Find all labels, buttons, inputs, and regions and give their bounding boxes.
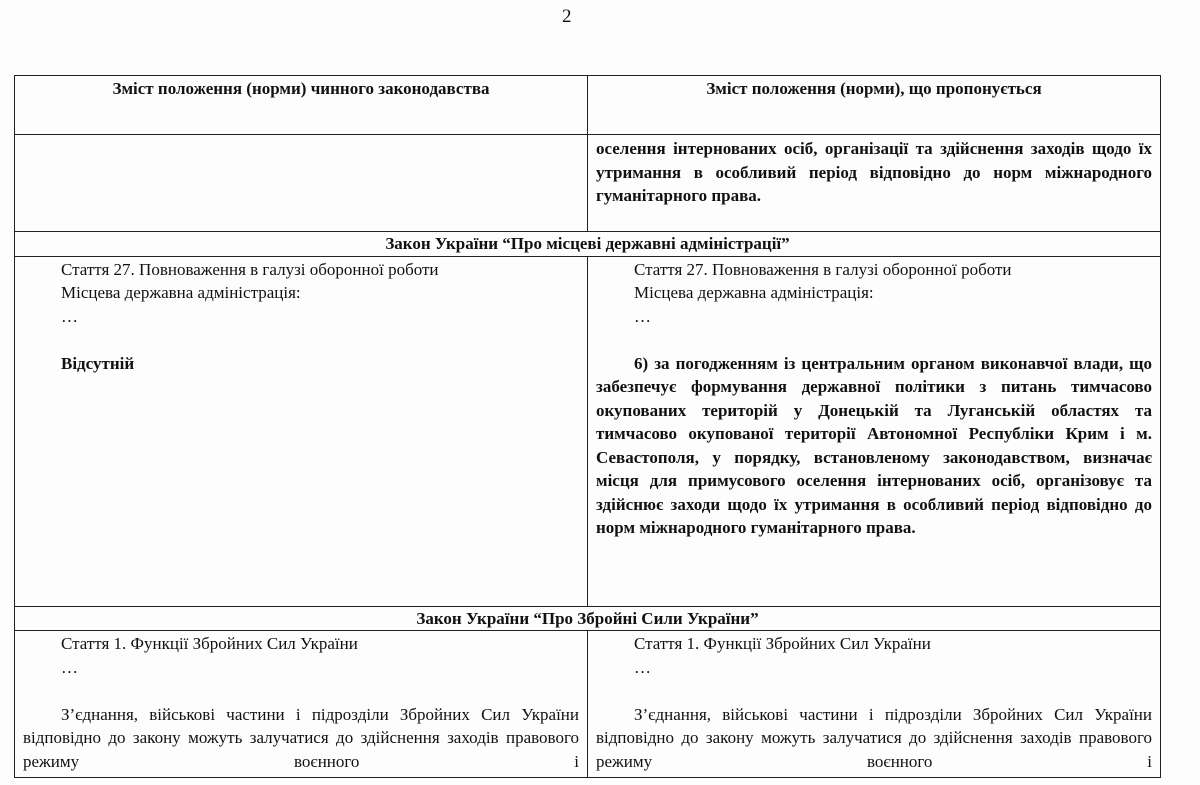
law-title-armed-forces: Закон України “Про Збройні Сили України” xyxy=(15,606,1161,631)
continuation-current-cell xyxy=(15,135,588,232)
ellipsis: … xyxy=(634,657,651,677)
article-heading: Стаття 27. Повноваження в галузі оборонної роботи xyxy=(61,259,439,279)
article-body: З’єднання, військові частини і підрозділи Збройних Сил України відповідно до закону можуть залучатися до здійснення заходів правового режиму воєнного і xyxy=(23,704,579,771)
header-current-legislation: Зміст положення (норми) чинного законодавства xyxy=(15,76,588,135)
continuation-proposed-cell: оселення інтернованих осіб, організації та здійснення заходів щодо їх утримання в особливий період відповідно до норм міжнародного гуманітарного права. xyxy=(588,135,1161,232)
article-intro: Місцева державна адміністрація: xyxy=(634,283,874,302)
article-intro: Місцева державна адміністрація: xyxy=(61,283,301,302)
table-header-row xyxy=(15,76,1161,135)
article-heading: Стаття 1. Функції Збройних Сил України xyxy=(61,634,358,653)
absent-note: Відсутній xyxy=(61,353,135,373)
proposed-clause-6: 6) за погодженням із центральним органом виконавчої влади, що забезпечує формування державної політики з питань тимчасово окупованих територій у Донецькій та Луганській областях та тимчасово окупованої території Автономної Республіки Крим і м. Севастополя, у порядку, встановленому законодавством, визначає місця для примусового оселення інтернованих осіб, організовує та здійснює заходи щодо їх утримання в особливий період відповідно до норм міжнародного гуманітарного права. xyxy=(596,353,1152,537)
law-title-local-administrations: Закон України “Про місцеві державні адміністрації” xyxy=(15,232,1161,257)
ellipsis: … xyxy=(61,657,78,677)
header-proposed-norm: Зміст положення (норми), що пропонується xyxy=(588,76,1161,135)
current-norm-cell xyxy=(15,631,588,778)
law-title-row xyxy=(15,606,1161,631)
ellipsis: … xyxy=(61,306,78,326)
comparison-table xyxy=(14,75,1161,778)
table-row xyxy=(15,631,1161,778)
page-number: 2 xyxy=(562,6,572,27)
law-title-row xyxy=(15,232,1161,257)
ellipsis: … xyxy=(634,306,651,326)
table-row xyxy=(15,256,1161,606)
proposed-norm-cell xyxy=(588,256,1161,606)
article-heading: Стаття 27. Повноваження в галузі оборонної роботи xyxy=(634,259,1012,279)
current-norm-cell xyxy=(15,256,588,606)
article-body: З’єднання, військові частини і підрозділи Збройних Сил України відповідно до закону можуть залучатися до здійснення заходів правового режиму воєнного і xyxy=(596,704,1152,771)
proposed-norm-cell xyxy=(588,631,1161,778)
article-heading: Стаття 1. Функції Збройних Сил України xyxy=(634,634,931,653)
continuation-row xyxy=(15,135,1161,232)
